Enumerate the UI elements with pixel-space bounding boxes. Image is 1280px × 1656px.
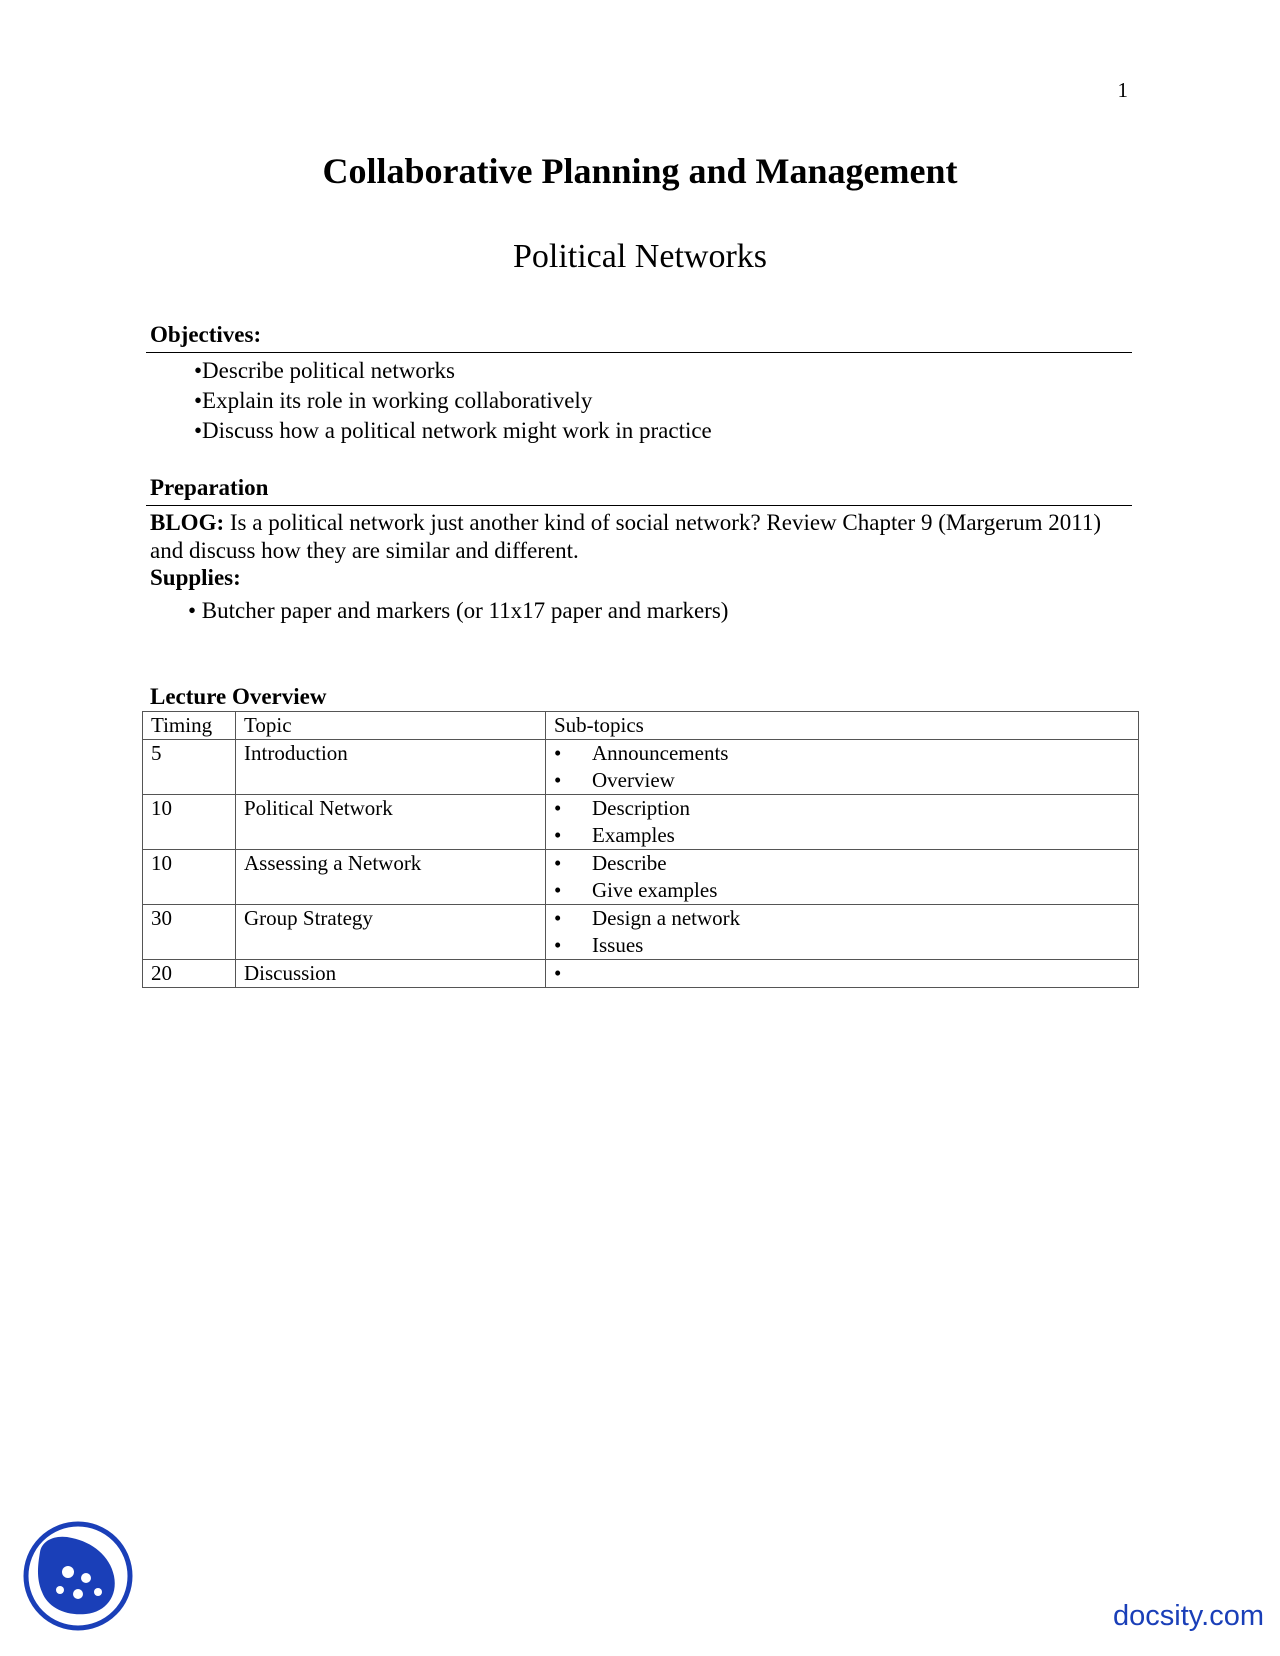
subtopics-cell	[546, 740, 1139, 795]
preparation-heading: Preparation	[150, 475, 269, 500]
column-header-timing: Timing	[143, 712, 236, 740]
page-subtitle: Political Networks	[512, 238, 768, 275]
blog-text: Is a political network just another kind of social network? Review Chapter 9 (Margerum 2011) and discuss how they are similar and different.	[150, 510, 1102, 563]
bullet-icon: •	[554, 851, 562, 875]
subtopic-item: • Description	[554, 796, 690, 820]
docsity-watermark[interactable]: docsity.com	[1113, 1600, 1264, 1632]
table-row	[143, 740, 1139, 795]
bullet-icon: •	[554, 878, 562, 902]
subtopics-cell	[546, 960, 1139, 988]
subtopics-cell	[546, 795, 1139, 850]
objective-item: •Describe political networks	[194, 358, 455, 383]
subtopic-item: • Design a network	[554, 906, 741, 930]
timing-cell: 30	[143, 905, 236, 960]
topic-cell: Group Strategy	[236, 905, 546, 960]
objectives-heading: Objectives:	[150, 322, 262, 347]
subtopic-item: • Announcements	[554, 741, 729, 765]
bullet-icon: •	[554, 741, 562, 765]
subtopic-item: • Give examples	[554, 878, 718, 902]
topic-cell: Assessing a Network	[236, 850, 546, 905]
column-header-topic: Topic	[236, 712, 546, 740]
timing-cell: 10	[143, 795, 236, 850]
timing-cell: 5	[143, 740, 236, 795]
supplies-heading: Supplies:	[150, 565, 241, 590]
page-title: Collaborative Planning and Management	[322, 151, 958, 191]
objective-item: •Discuss how a political network might work in practice	[194, 418, 712, 443]
column-header-subtopics: Sub-topics	[546, 712, 1139, 740]
subtopic-item: • Issues	[554, 933, 644, 957]
table-row	[143, 850, 1139, 905]
subtopic-item: • Examples	[554, 823, 675, 847]
subtopic-item	[554, 960, 1130, 987]
subtopics-cell	[546, 905, 1139, 960]
timing-cell: 20	[143, 960, 236, 988]
table-row	[143, 960, 1139, 988]
lecture-overview-heading: Lecture Overview	[150, 684, 327, 709]
topic-cell: Discussion	[236, 960, 546, 988]
objective-item: •Explain its role in working collaboratively	[194, 388, 593, 413]
lecture-overview-table	[142, 711, 1139, 988]
bullet-icon: •	[554, 933, 562, 957]
blog-paragraph	[150, 509, 1140, 565]
timing-cell: 10	[143, 850, 236, 905]
topic-cell: Political Network	[236, 795, 546, 850]
objectives-divider	[146, 352, 1132, 353]
subtopic-item: • Describe	[554, 851, 667, 875]
subtopic-item: • Overview	[554, 768, 675, 792]
table-header-row	[143, 712, 1139, 740]
table-row	[143, 795, 1139, 850]
bullet-icon: •	[554, 906, 562, 930]
preparation-divider	[146, 505, 1132, 506]
docsity-logo-icon	[22, 1520, 134, 1632]
bullet-icon: •	[554, 768, 562, 792]
topic-cell: Introduction	[236, 740, 546, 795]
page-number: 1	[1117, 78, 1128, 102]
bullet-icon: •	[554, 961, 562, 985]
supply-item: • Butcher paper and markers (or 11x17 paper and markers)	[188, 598, 729, 623]
bullet-icon: •	[554, 796, 562, 820]
blog-label: BLOG:	[150, 510, 225, 535]
subtopics-cell	[546, 850, 1139, 905]
table-row	[143, 905, 1139, 960]
bullet-icon: •	[554, 823, 562, 847]
